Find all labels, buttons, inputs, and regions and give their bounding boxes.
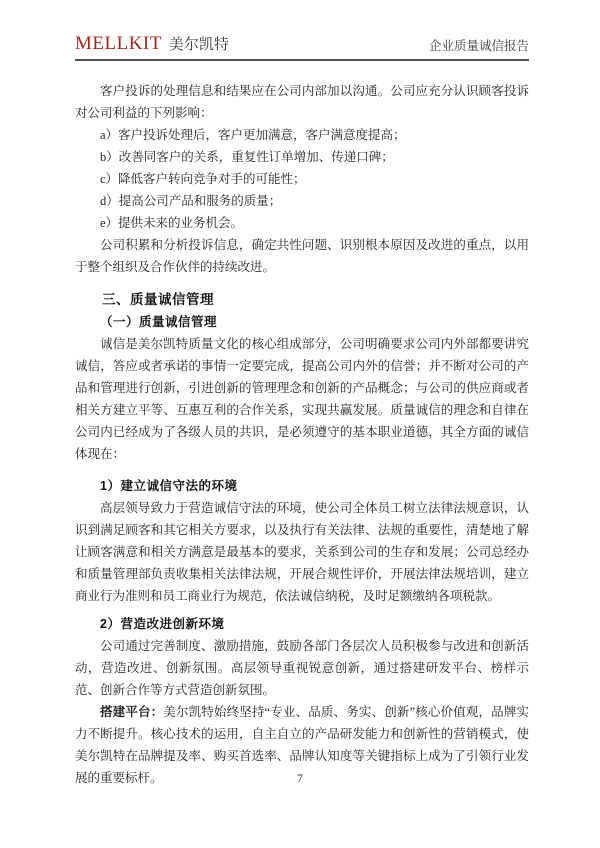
document-body	[75, 80, 529, 789]
paragraph-complaint-analysis: 公司积累和分析投诉信息，确定共性问题、识别根本原因及改进的重点，以用于整个组织及合作伙伴的持续改进。	[75, 238, 529, 274]
list-item-b: b）改善同客户的关系，重复性订单增加、传递口碑；	[100, 150, 394, 164]
brand-name-cn: 美尔凯特	[168, 37, 229, 53]
paragraph-lead-body: 美尔凯特始终坚持“专业、品质、务实、创新”核心价值观，品牌实力不断提升。核心技术的运用，自主自立的产品研发能力和创新性的营销模式，使美尔凯特在品牌提及率、购买首选率、品牌认知度等关键指标上成为了引领行业发展的重要标杆。	[75, 705, 529, 785]
list-item-a: a）客户投诉处理后，客户更加满意，客户满意度提高；	[100, 128, 406, 142]
heading-subsection-1: （一）质量诚信管理	[100, 315, 218, 329]
paragraph-lead-label: 搭建平台：	[100, 705, 164, 719]
paragraph-innovation-environment: 公司通过完善制度、激励措施，鼓励各部门各层次人员积极参与改进和创新活动，营造改进、创新氛围。高层领导重视锐意创新，通过搭建研发平台、榜样示范、创新合作等方式营造创新氛围。	[75, 639, 529, 697]
paragraph-law-environment: 高层领导致力于营造诚信守法的环境，使公司全体员工树立法律法规意识，认识到满足顾客和其它相关方要求，以及执行有关法律、法规的重要性，清楚地了解让顾客满意和相关方满意是最基本的要求，关系到公司的生存和发展；公司总经办和质量管理部负责收集相关法律法规，开展合规性评价，开展法律法规培训，建立商业行为准则和员工商业行为规范，依法诚信纳税，及时足额缴纳各项税款。	[75, 501, 529, 603]
list-item-d: d）提高公司产品和服务的质量；	[100, 194, 282, 208]
page-number: 7	[297, 773, 303, 785]
heading-section-3: 三、质量诚信管理	[102, 292, 214, 307]
heading-item-1: 1）建立诚信守法的环境	[100, 479, 238, 493]
brand-logo	[75, 33, 229, 55]
heading-item-2: 2）营造改进创新环境	[100, 617, 225, 631]
list-item-c: c）降低客户转向竞争对手的可能性；	[100, 172, 306, 186]
page-header	[75, 33, 529, 61]
list-item-e: e）提供未来的业务机会。	[100, 216, 244, 230]
paragraph-complaint-communication: 客户投诉的处理信息和结果应在公司内部加以沟通。公司应充分认识顾客投诉对公司利益的下列影响：	[75, 84, 529, 120]
brand-name-en: MELLKIT	[75, 33, 162, 54]
paragraph-integrity-culture: 诚信是美尔凯特质量文化的核心组成部分，公司明确要求公司内外部都要讲究诚信，答应或者承诺的事情一定要完成，提高公司内外的信誉；并不断对公司的产品和管理进行创新，引进创新的管理理念和创新的产品概念；与公司的供应商或者相关方建立平等、互惠互利的合作关系，实现共赢发展。质量诚信的理念和自律在公司内已经成为了各级人员的共识，是必须遵守的基本职业道德，其全方面的诚信体现在：	[75, 337, 529, 461]
document-title: 企业质量诚信报告	[428, 39, 529, 53]
